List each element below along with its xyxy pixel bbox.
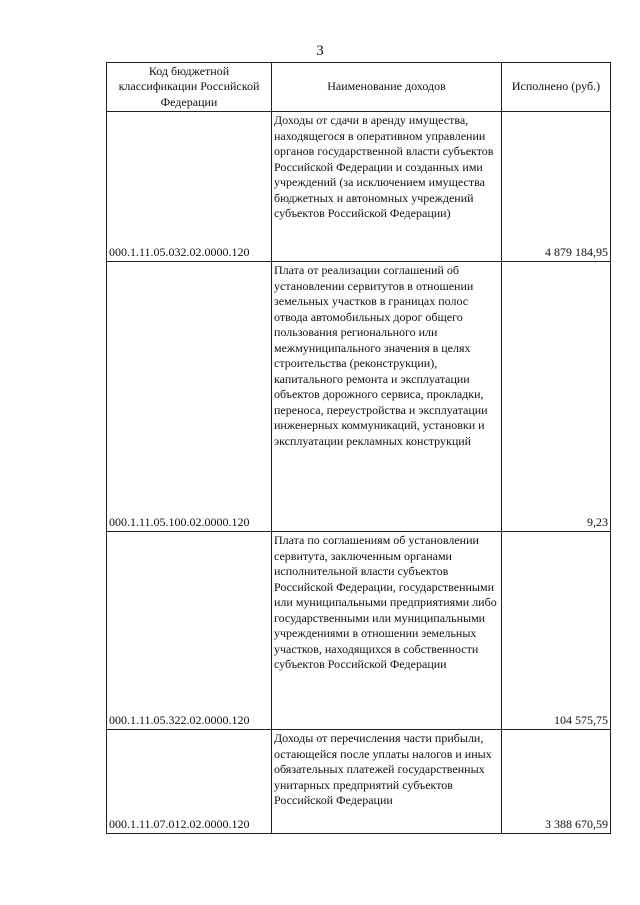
revenue-table [106, 62, 611, 834]
row-budget-code: 000.1.11.05.100.02.0000.120 [107, 262, 272, 532]
table-row [107, 730, 611, 834]
row-executed-amount: 3 388 670,59 [502, 730, 611, 834]
header-budget-code: Код бюджетной классификации Российской Федерации [107, 63, 272, 112]
row-budget-code: 000.1.11.05.032.02.0000.120 [107, 112, 272, 262]
row-revenue-name: Плата от реализации соглашений об установлении сервитутов в отношении земельных участков в границах полос отвода автомобильных дорог общего пользования регионального или межмуниципального значения в целях строительства (реконструкции), капитального ремонта и эксплуатации объектов дорожного сервиса, прокладки, переноса, переустройства и эксплуатации инженерных коммуникаций, установки и эксплуатации рекламных конструкций [272, 262, 502, 532]
row-budget-code: 000.1.11.07.012.02.0000.120 [107, 730, 272, 834]
table-row [107, 532, 611, 730]
row-executed-amount: 9,23 [502, 262, 611, 532]
table-header-row [107, 63, 611, 112]
row-budget-code: 000.1.11.05.322.02.0000.120 [107, 532, 272, 730]
row-revenue-name: Доходы от сдачи в аренду имущества, находящегося в оперативном управлении органов государственной власти субъектов Российской Федерации и созданных ими учреждений (за исключением имущества бюджетных и автономных учреждений субъектов Российской Федерации) [272, 112, 502, 262]
table-row [107, 112, 611, 262]
row-revenue-name: Доходы от перечисления части прибыли, остающейся после уплаты налогов и иных обязательных платежей государственных унитарных предприятий субъектов Российской Федерации [272, 730, 502, 834]
page-number: 3 [316, 43, 324, 59]
row-revenue-name: Плата по соглашениям об установлении сервитута, заключенным органами исполнительной власти субъектов Российской Федерации, государственными или муниципальными предприятиями либо государственными или муниципальными учреждениями в отношении земельных участков, находящихся в собственности субъектов Российской Федерации [272, 532, 502, 730]
table-row [107, 262, 611, 532]
row-executed-amount: 4 879 184,95 [502, 112, 611, 262]
header-revenue-name: Наименование доходов [272, 63, 502, 112]
header-executed: Исполнено (руб.) [502, 63, 611, 112]
row-executed-amount: 104 575,75 [502, 532, 611, 730]
